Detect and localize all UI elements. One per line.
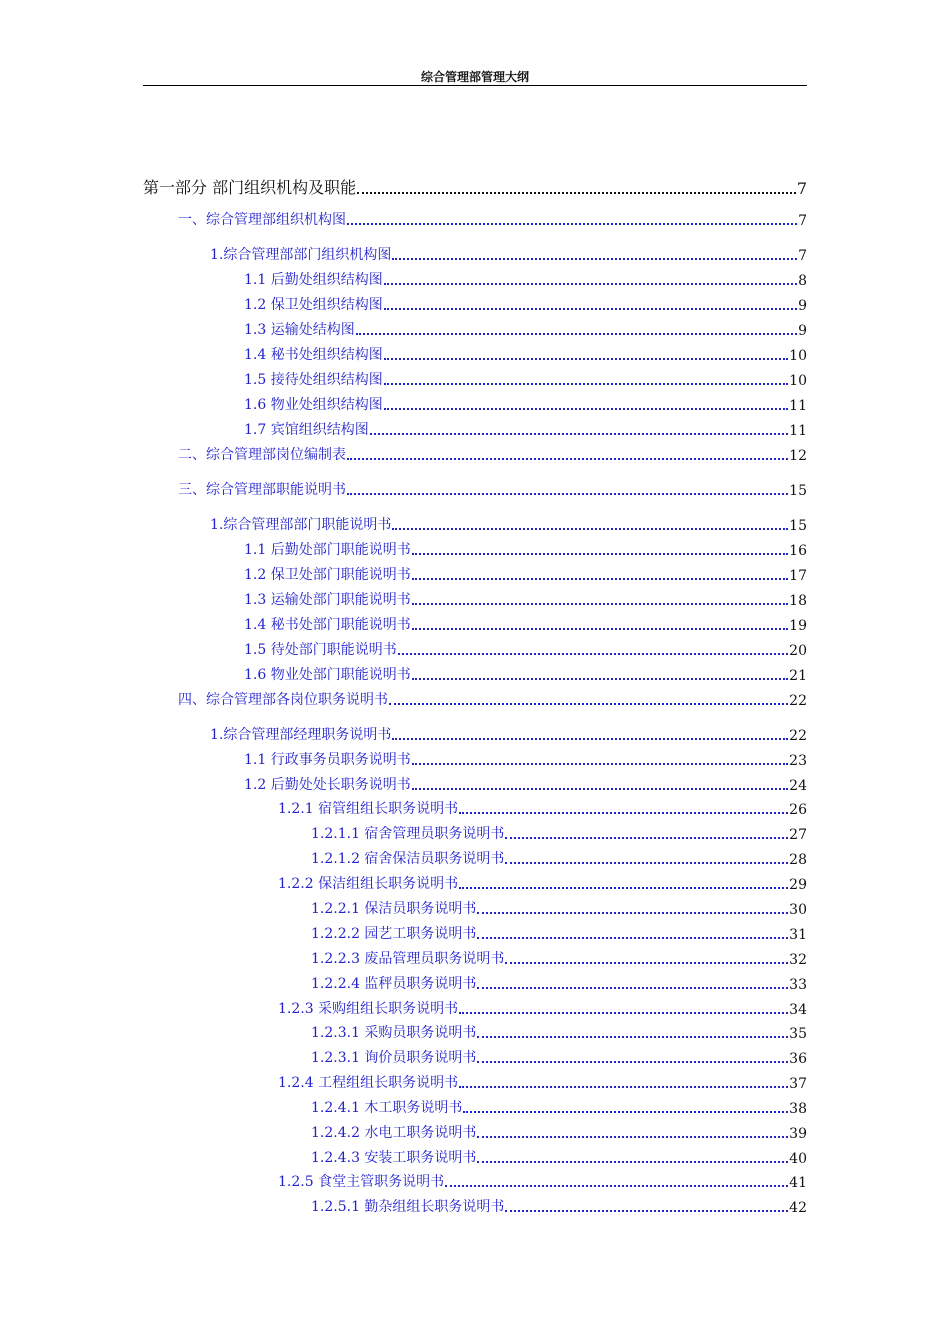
- toc-dot-leader: [384, 358, 788, 360]
- toc-page-number: 8: [798, 273, 807, 289]
- toc-page-number: 34: [789, 1002, 807, 1018]
- toc-page-number: 22: [789, 728, 807, 744]
- toc-page-number: 36: [789, 1051, 807, 1067]
- toc-page-number: 15: [789, 483, 807, 499]
- toc-dot-leader: [412, 678, 788, 680]
- toc-page-number: 23: [789, 753, 807, 769]
- header-divider: [143, 85, 807, 86]
- toc-dot-leader: [477, 1161, 788, 1163]
- toc-dot-leader: [412, 578, 788, 580]
- toc-entry[interactable]: [244, 315, 807, 339]
- toc-entry[interactable]: [311, 944, 807, 968]
- toc-entry-title: 1.5 待处部门职能说明书: [244, 642, 397, 658]
- toc-dot-leader: [459, 887, 788, 889]
- toc-page-number: 9: [798, 323, 807, 339]
- toc-entry-title: 1.2.2.2 园艺工职务说明书: [311, 926, 477, 942]
- toc-dot-leader: [477, 1061, 788, 1063]
- toc-entry-title: 1.综合管理部部门组织机构图: [210, 247, 392, 263]
- toc-entry-title: 1.2.2 保洁组组长职务说明书: [278, 876, 459, 892]
- toc-entry[interactable]: [244, 365, 807, 389]
- toc-entry[interactable]: [244, 770, 807, 794]
- toc-page-number: 11: [789, 398, 807, 414]
- toc-page-number: 7: [798, 213, 807, 229]
- toc-dot-leader: [412, 788, 788, 790]
- toc-entry-title: 1.2 后勤处处长职务说明书: [244, 777, 411, 793]
- toc-dot-leader: [505, 1210, 788, 1212]
- toc-dot-leader: [412, 763, 788, 765]
- toc-page-number: 33: [789, 977, 807, 993]
- toc-page-number: 20: [789, 643, 807, 659]
- toc-entry-title: 1.2.1.1 宿舍管理员职务说明书: [311, 826, 505, 842]
- toc-entry-title: 1.2.4.2 水电工职务说明书: [311, 1125, 477, 1141]
- toc-entry-title: 1.1 后勤处组织结构图: [244, 272, 383, 288]
- toc-page-number: 26: [789, 802, 807, 818]
- toc-dot-leader: [392, 738, 788, 740]
- toc-entry-title: 1.2.3.1 询价员职务说明书: [311, 1050, 477, 1066]
- toc-entry-title: 1.2.4 工程组组长职务说明书: [278, 1075, 459, 1091]
- toc-entry-title: 三、综合管理部职能说明书: [178, 482, 346, 498]
- toc-entry-title: 四、综合管理部各岗位职务说明书: [178, 692, 388, 708]
- toc-entry[interactable]: [311, 894, 807, 918]
- toc-dot-leader: [412, 628, 788, 630]
- page-header-title: 综合管理部管理大纲: [420, 70, 529, 84]
- toc-entry[interactable]: [244, 390, 807, 414]
- toc-entry[interactable]: [178, 205, 807, 229]
- toc-entry[interactable]: [244, 290, 807, 314]
- toc-entry[interactable]: [311, 969, 807, 993]
- toc-dot-leader: [477, 912, 788, 914]
- toc-entry[interactable]: [210, 240, 807, 264]
- toc-entry-title: 1.3 运输处结构图: [244, 322, 355, 338]
- toc-entry-title: 1.综合管理部经理职务说明书: [210, 727, 392, 743]
- toc-page-number: 7: [796, 179, 807, 198]
- toc-dot-leader: [459, 1012, 788, 1014]
- toc-entry-title: 1.2.2.3 废品管理员职务说明书: [311, 951, 505, 967]
- toc-entry-title: 一、综合管理部组织机构图: [178, 212, 346, 228]
- toc-entry[interactable]: [311, 1093, 807, 1117]
- toc-dot-leader: [347, 493, 788, 495]
- toc-entry[interactable]: [311, 919, 807, 943]
- toc-entry[interactable]: [244, 745, 807, 769]
- toc-page-number: 22: [789, 693, 807, 709]
- toc-entry[interactable]: [311, 1192, 807, 1216]
- toc-entry[interactable]: [210, 720, 807, 744]
- toc-entry[interactable]: [244, 635, 807, 659]
- toc-entry-title: 1.2.4.1 木工职务说明书: [311, 1100, 463, 1116]
- toc-page-number: 39: [789, 1126, 807, 1142]
- toc-entry[interactable]: [244, 340, 807, 364]
- toc-entry-title: 1.2.1 宿管组组长职务说明书: [278, 801, 459, 817]
- toc-entry-title: 第一部分 部门组织机构及职能: [143, 178, 357, 197]
- toc-page-number: 35: [789, 1026, 807, 1042]
- toc-entry[interactable]: [311, 1118, 807, 1142]
- toc-entry[interactable]: [311, 819, 807, 843]
- toc-entry-title: 1.2 保卫处组织结构图: [244, 297, 383, 313]
- toc-dot-leader: [505, 862, 788, 864]
- toc-dot-leader: [347, 458, 788, 460]
- toc-entry-title: 1.2.2.4 监秤员职务说明书: [311, 976, 477, 992]
- toc-entry[interactable]: [244, 660, 807, 684]
- toc-page-number: 9: [798, 298, 807, 314]
- toc-page-number: 10: [789, 373, 807, 389]
- toc-entry-title: 1.4 秘书处部门职能说明书: [244, 617, 411, 633]
- toc-dot-leader: [459, 1086, 788, 1088]
- toc-entry[interactable]: [311, 1143, 807, 1167]
- toc-entry[interactable]: [311, 844, 807, 868]
- toc-dot-leader: [357, 192, 796, 194]
- toc-dot-leader: [389, 703, 788, 705]
- toc-page-number: 40: [789, 1151, 807, 1167]
- toc-page-number: 27: [789, 827, 807, 843]
- toc-page-number: 17: [789, 568, 807, 584]
- toc-dot-leader: [412, 603, 788, 605]
- toc-entry[interactable]: [210, 510, 807, 534]
- toc-entry-title: 1.7 宾馆组织结构图: [244, 422, 369, 438]
- toc-entry[interactable]: [278, 869, 807, 893]
- toc-entry-title: 1.2.3 采购组组长职务说明书: [278, 1001, 459, 1017]
- toc-dot-leader: [392, 528, 788, 530]
- toc-page-number: 31: [789, 927, 807, 943]
- toc-entry[interactable]: [143, 174, 807, 198]
- toc-entry[interactable]: [178, 440, 807, 464]
- toc-entry-title: 1.1 行政事务员职务说明书: [244, 752, 411, 768]
- toc-dot-leader: [412, 553, 788, 555]
- toc-page-number: 19: [789, 618, 807, 634]
- toc-entry[interactable]: [244, 560, 807, 584]
- toc-entry[interactable]: [244, 415, 807, 439]
- toc-entry-title: 1.6 物业处组织结构图: [244, 397, 383, 413]
- toc-entry-title: 1.2.4.3 安装工职务说明书: [311, 1150, 477, 1166]
- toc-page-number: 15: [789, 518, 807, 534]
- toc-entry-title: 1.2 保卫处部门职能说明书: [244, 567, 411, 583]
- toc-page-number: 12: [789, 448, 807, 464]
- toc-entry[interactable]: [278, 1068, 807, 1092]
- toc-dot-leader: [356, 333, 797, 335]
- toc-dot-leader: [370, 433, 788, 435]
- toc-entry[interactable]: [311, 1043, 807, 1067]
- toc-dot-leader: [477, 1036, 788, 1038]
- toc-dot-leader: [445, 1185, 788, 1187]
- toc-page-number: 37: [789, 1076, 807, 1092]
- toc-page-number: 38: [789, 1101, 807, 1117]
- toc-entry[interactable]: [278, 794, 807, 818]
- toc-entry[interactable]: [244, 265, 807, 289]
- toc-page-number: 11: [789, 423, 807, 439]
- toc-page-number: 32: [789, 952, 807, 968]
- toc-page-number: 18: [789, 593, 807, 609]
- toc-dot-leader: [384, 283, 797, 285]
- toc-entry-title: 1.2.2.1 保洁员职务说明书: [311, 901, 477, 917]
- toc-page-number: 21: [789, 668, 807, 684]
- toc-dot-leader: [505, 837, 788, 839]
- toc-page-number: 29: [789, 877, 807, 893]
- toc-dot-leader: [477, 987, 788, 989]
- toc-entry[interactable]: [278, 994, 807, 1018]
- toc-dot-leader: [384, 383, 788, 385]
- toc-entry-title: 1.2.5 食堂主管职务说明书: [278, 1174, 445, 1190]
- toc-page-number: 24: [789, 778, 807, 794]
- toc-dot-leader: [477, 1136, 788, 1138]
- toc-dot-leader: [463, 1111, 788, 1113]
- toc-entry-title: 1.综合管理部部门职能说明书: [210, 517, 392, 533]
- toc-entry[interactable]: [244, 610, 807, 634]
- toc-dot-leader: [477, 937, 788, 939]
- toc-entry-title: 二、综合管理部岗位编制表: [178, 447, 346, 463]
- toc-entry-title: 1.2.3.1 采购员职务说明书: [311, 1025, 477, 1041]
- toc-dot-leader: [347, 223, 797, 225]
- toc-page-number: 30: [789, 902, 807, 918]
- toc-page-number: 42: [789, 1200, 807, 1216]
- toc-dot-leader: [505, 962, 788, 964]
- toc-dot-leader: [392, 258, 797, 260]
- toc-dot-leader: [384, 408, 788, 410]
- toc-entry[interactable]: [244, 535, 807, 559]
- toc-entry[interactable]: [244, 585, 807, 609]
- toc-entry-title: 1.4 秘书处组织结构图: [244, 347, 383, 363]
- toc-entry-title: 1.6 物业处部门职能说明书: [244, 667, 411, 683]
- toc-entry-title: 1.2.5.1 勤杂组组长职务说明书: [311, 1199, 505, 1215]
- toc-page-number: 16: [789, 543, 807, 559]
- toc-dot-leader: [384, 308, 797, 310]
- toc-page-number: 7: [798, 248, 807, 264]
- toc-dot-leader: [398, 653, 788, 655]
- toc-entry[interactable]: [178, 685, 807, 709]
- toc-entry-title: 1.5 接待处组织结构图: [244, 372, 383, 388]
- toc-entry[interactable]: [178, 475, 807, 499]
- toc-entry-title: 1.1 后勤处部门职能说明书: [244, 542, 411, 558]
- toc-entry-title: 1.3 运输处部门职能说明书: [244, 592, 411, 608]
- toc-page-number: 41: [789, 1175, 807, 1191]
- toc-entry[interactable]: [311, 1018, 807, 1042]
- toc-page-number: 28: [789, 852, 807, 868]
- toc-dot-leader: [459, 812, 788, 814]
- toc-entry-title: 1.2.1.2 宿舍保洁员职务说明书: [311, 851, 505, 867]
- toc-page-number: 10: [789, 348, 807, 364]
- toc-entry[interactable]: [278, 1167, 807, 1191]
